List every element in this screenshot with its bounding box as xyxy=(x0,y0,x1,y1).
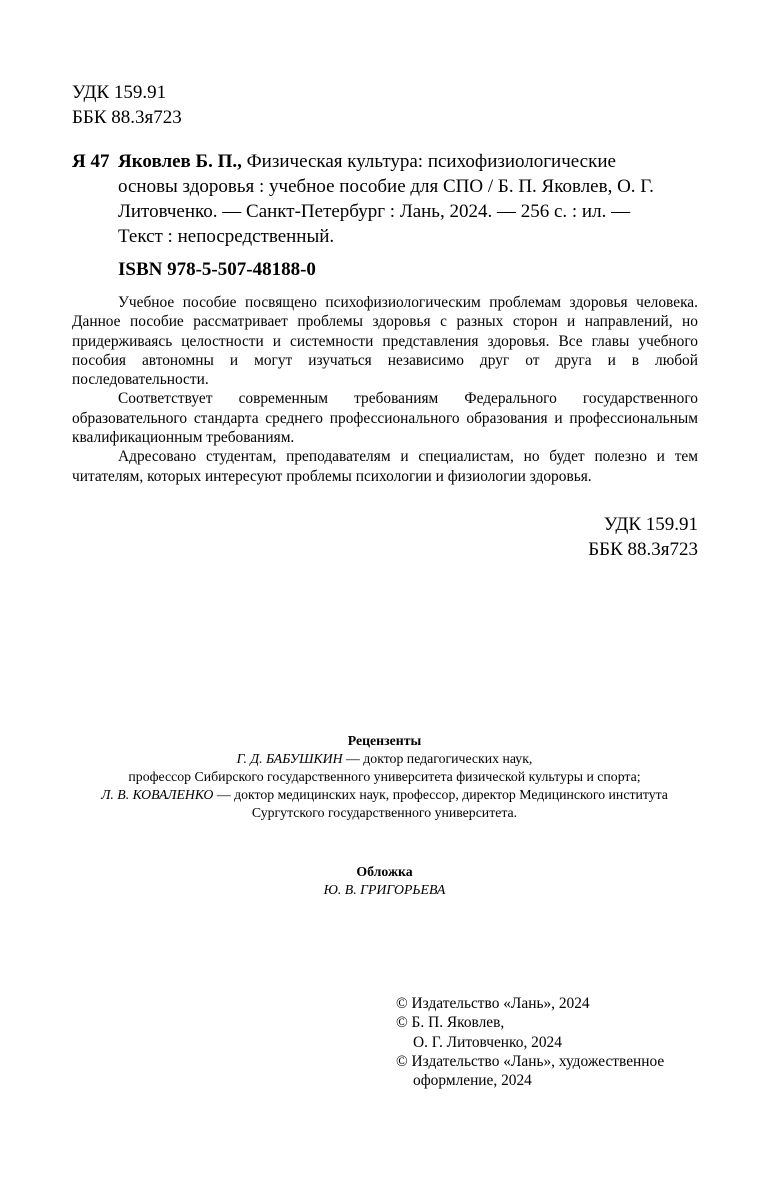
udk-code: УДК 159.91 xyxy=(72,82,167,103)
reviewer-name: Л. В. КОВАЛЕНКО xyxy=(101,787,214,802)
copyright-line: © Издательство «Лань», 2024 xyxy=(396,995,590,1012)
udk-code: УДК 159.91 xyxy=(603,514,698,535)
reviewer-name: Г. Д. БАБУШКИН xyxy=(236,751,343,766)
annotation-paragraph: Адресовано студентам, преподавателям и специалистам, но будет полезно и тем читателям, которых интересуют проблемы психологии и физиологии здоровья. xyxy=(72,448,698,485)
reviewer-line: профессор Сибирского государственного университета физической культуры и спорта; xyxy=(128,769,641,784)
reviewers-heading: Рецензенты xyxy=(347,733,422,748)
cover-heading: Обложка xyxy=(356,864,413,879)
reviewer-credentials: — доктор медицинских наук, профессор, директор Медицинского института xyxy=(213,787,668,802)
bbk-code: ББК 88.3я723 xyxy=(72,107,182,128)
isbn: ISBN 978-5-507-48188-0 xyxy=(118,259,316,280)
cover-block xyxy=(40,863,729,899)
copyright-line: оформление, 2024 xyxy=(413,1072,532,1090)
cover-designer: Ю. В. ГРИГОРЬЕВА xyxy=(323,882,446,897)
annotation-paragraph: Соответствует современным требованиям Федерального государственного образовательного стандарта среднего профессионального образования и профессиональным квалификационным требованиям. xyxy=(72,390,698,447)
classification-bottom xyxy=(588,512,698,562)
description-line: Литовченко. — Санкт-Петербург : Лань, 2024. — 256 с. : ил. — xyxy=(118,201,631,222)
author-mark: Я 47 xyxy=(72,151,110,172)
description-line: Текст : непосредственный. xyxy=(118,226,335,247)
reviewer-credentials: — доктор педагогических наук, xyxy=(342,751,533,766)
bibliographic-description xyxy=(118,149,698,249)
copyright-line: © Б. П. Яковлев, xyxy=(396,1014,505,1032)
annotation xyxy=(72,293,698,486)
description-line xyxy=(118,149,698,174)
description-line: основы здоровья : учебное пособие для СПО / Б. П. Яковлев, О. Г. xyxy=(118,176,654,197)
bbk-code: ББК 88.3я723 xyxy=(588,539,698,560)
bibliographic-entry xyxy=(72,149,698,249)
copyright-line: © Издательство «Лань», художественное xyxy=(396,1052,665,1070)
classification-top xyxy=(72,80,182,130)
author-name: Яковлев Б. П., xyxy=(118,151,242,172)
copyright-line: О. Г. Литовченко, 2024 xyxy=(413,1033,562,1051)
copyright-block xyxy=(396,994,664,1090)
title-text: Физическая культура: психофизиологические xyxy=(246,151,616,172)
reviewer-line xyxy=(40,786,729,804)
reviewer-line xyxy=(40,750,729,768)
reviewers-block xyxy=(40,732,729,822)
annotation-paragraph: Учебное пособие посвящено психофизиологическим проблемам здоровья человека. Данное пособие рассматривает проблемы здоровья с разных сторон и направлений, но придерживаясь целостности и системности представления здоровья. Все главы учебного пособия автономны и могут изучаться независимо друг от друга и в любой последовательности. xyxy=(72,294,698,389)
reviewer-line: Сургутского государственного университета. xyxy=(251,805,518,820)
